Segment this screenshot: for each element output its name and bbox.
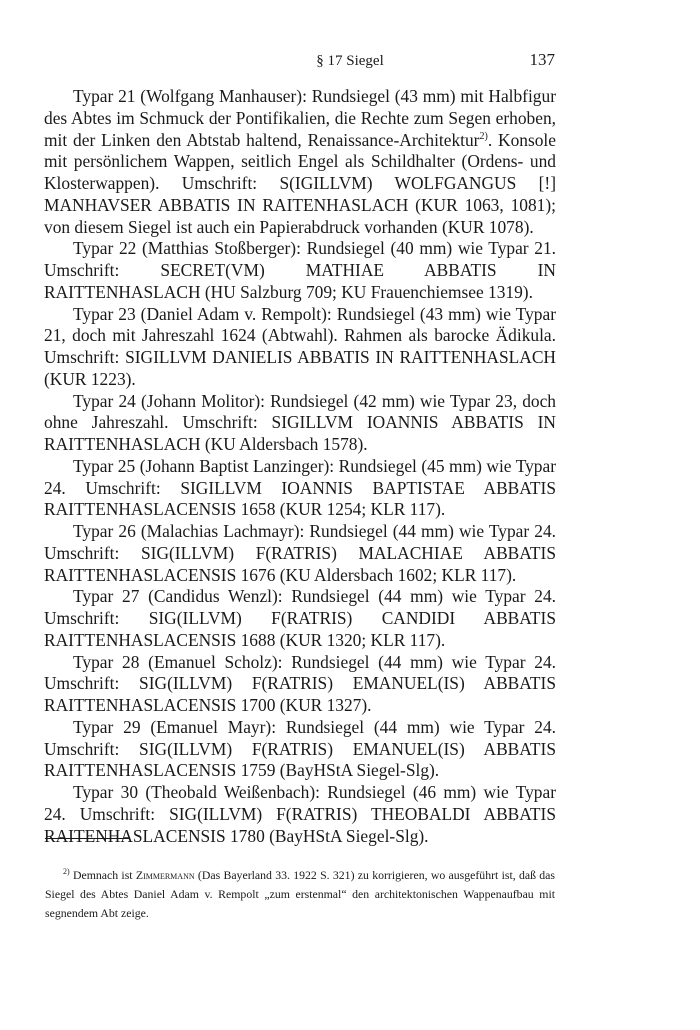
footnote-reference[interactable]: 2) <box>479 130 488 142</box>
page-number: 137 <box>529 50 555 69</box>
footnote-text-start: Demnach ist <box>69 868 136 882</box>
footnote-text-end: (Das Bayerland 33. 1922 S. 321) zu korrigieren, wo ausgeführt ist, daß das Siegel des Abtes Daniel Adam v. Rempolt „zum erstenmal“ den architektonischen Wappenaufbau mit segnendem Abt zeige. <box>45 868 555 921</box>
typar-26-paragraph: Typar 26 (Malachias Lachmayr): Rundsiegel (44 mm) wie Typar 24. Umschrift: SIG(ILLVM) F(RATRIS) MALACHIAE ABBATIS RAITTENHASLACENSIS 1676 (KU Aldersbach 1602; KLR 117). <box>44 521 556 585</box>
typar-21-paragraph <box>44 86 556 238</box>
footnote-author: Zimmermann <box>135 868 195 882</box>
typar-21-text: Typar 21 (Wolfgang Manhauser): Rundsiegel (43 mm) mit Halbfigur des Abtes im Schmuck der Pontifikalien, die Rechte zum Segen erhoben, mit der Linken den Abtstab haltend, Renaissance-Architektur <box>44 86 556 150</box>
section-title: § 17 Siegel <box>316 53 384 69</box>
typar-30-paragraph: Typar 30 (Theobald Weißenbach): Rundsiegel (46 mm) wie Typar 24. Umschrift: SIG(ILLVM) F(RATRIS) THEOBALDI ABBATIS RAITENHASLACENSIS 1780 (BayHStA Siegel-Slg). <box>44 782 556 846</box>
footnote-marker: 2) <box>63 867 70 877</box>
body-text <box>44 86 556 847</box>
typar-21-text-continued: . Konsole mit persönlichem Wappen, seitlich Engel als Schildhalter (Ordens- und Klosterwappen). Umschrift: S(IGILLVM) WOLFGANGUS [!] MANHAVSER ABBATIS IN RAITENHASLACH (KUR 1063, 1081); von diesem Siegel ist auch ein Papierabdruck vorhanden (KUR 1078). <box>44 129 556 237</box>
typar-22-paragraph: Typar 22 (Matthias Stoßberger): Rundsiegel (40 mm) wie Typar 21. Umschrift: SECRET(VM) MATHIAE ABBATIS IN RAITTENHASLACH (HU Salzburg 709; KU Frauenchiemsee 1319). <box>44 238 556 302</box>
typar-29-paragraph: Typar 29 (Emanuel Mayr): Rundsiegel (44 mm) wie Typar 24. Umschrift: SIG(ILLVM) F(RATRIS) EMANUEL(IS) ABBATIS RAITTENHASLACENSIS 1759 (BayHStA Siegel-Slg). <box>44 716 556 781</box>
typar-28-paragraph: Typar 28 (Emanuel Scholz): Rundsiegel (44 mm) wie Typar 24. Umschrift: SIG(ILLVM) F(RATRIS) EMANUEL(IS) ABBATIS RAITTENHASLACENSIS 1700 (KUR 1327). <box>44 651 556 715</box>
footnote-rule <box>45 838 129 839</box>
footnote <box>45 866 555 924</box>
typar-24-paragraph: Typar 24 (Johann Molitor): Rundsiegel (42 mm) wie Typar 23, doch ohne Jahreszahl. Umschrift: SIGILLVM IOANNIS ABBATIS IN RAITTENHASLACH (KU Aldersbach 1578). <box>44 390 556 454</box>
typar-23-paragraph: Typar 23 (Daniel Adam v. Rempolt): Rundsiegel (43 mm) wie Typar 21, doch mit Jahreszahl 1624 (Abtwahl). Rahmen als barocke Ädikula. Umschrift: SIGILLVM DANIELIS ABBATIS IN RAITTENHASLACH (KUR 1223). <box>44 303 556 389</box>
typar-25-paragraph: Typar 25 (Johann Baptist Lanzinger): Rundsiegel (45 mm) wie Typar 24. Umschrift: SIGILLVM IOANNIS BAPTISTAE ABBATIS RAITTENHASLACENSIS 1658 (KUR 1254; KLR 117). <box>44 455 556 520</box>
typar-27-paragraph: Typar 27 (Candidus Wenzl): Rundsiegel (44 mm) wie Typar 24. Umschrift: SIG(ILLVM) F(RATRIS) CANDIDI ABBATIS RAITTENHASLACENSIS 1688 (KUR 1320; KLR 117). <box>44 586 556 650</box>
